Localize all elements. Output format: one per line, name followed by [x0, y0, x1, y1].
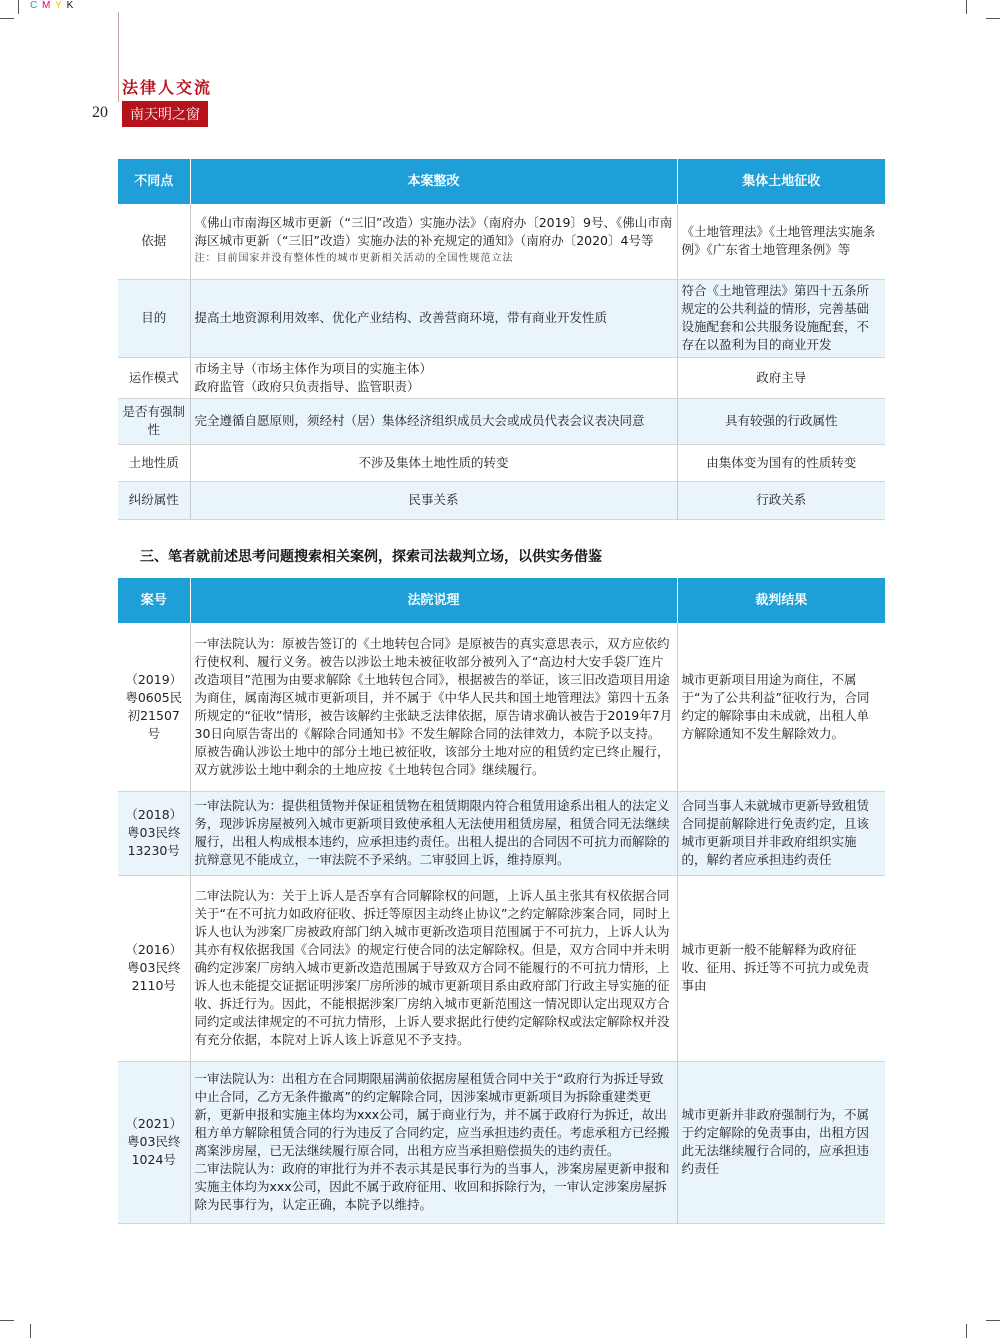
- header-cell: 案号: [118, 578, 190, 623]
- table-header-row: [118, 159, 885, 204]
- crop-mark-tr-h: [986, 18, 1000, 19]
- table-row: [118, 1061, 885, 1223]
- row-cell: 由集体变为国有的性质转变: [677, 444, 885, 481]
- cell-text: 《佛山市南海区城市更新（“三旧”改造）实施办法》（南府办〔2019〕9号、《佛山市南海区城市更新（“三旧”改造）实施办法的补充规定的通知》（南府办〔2020〕4号等: [194, 215, 673, 249]
- table-row: [118, 481, 885, 519]
- cmyk-registration-marks: [30, 0, 74, 11]
- reasoning-cell: 一审法院认为：提供租赁物并保证租赁物在租赁期限内符合租赁用途系出租人的法定义务，现涉诉房屋被列入城市更新项目致使承租人无法使用租赁房屋，租赁合同无法继续履行，出租人构成根本违约，应承担违约责任。出租人提出的合同因不可抗力而解除的抗辩意见不能成立，一审法院不予采纳。二审驳回上诉，维持原判。: [190, 791, 677, 875]
- section-3-heading: 三、笔者就前述思考问题搜索相关案例，探索司法裁判立场，以供实务借鉴: [140, 549, 602, 565]
- row-cell: [190, 204, 677, 279]
- row-cell: 具有较强的行政属性: [677, 398, 885, 444]
- row-cell: 民事关系: [190, 481, 677, 519]
- case-number: （2016）粤03民终2110号: [118, 875, 190, 1061]
- table-row: [118, 623, 885, 791]
- table-row: [118, 444, 885, 481]
- row-cell: [190, 357, 677, 398]
- column-tag: 南天明之窗: [122, 101, 208, 127]
- header-cell: 裁判结果: [677, 578, 885, 623]
- reasoning-cell: [190, 1061, 677, 1223]
- row-cell: 提高土地资源利用效率、优化产业结构、改善营商环境，带有商业开发性质: [190, 279, 677, 357]
- header-cell: 集体土地征收: [677, 159, 885, 204]
- row-cell: 政府主导: [677, 357, 885, 398]
- row-label: 目的: [118, 279, 190, 357]
- crop-mark-tr-v: [966, 0, 967, 14]
- cmyk-c: C: [30, 0, 39, 11]
- row-label: 土地性质: [118, 444, 190, 481]
- crop-mark-bl-h: [0, 1320, 14, 1321]
- comparison-table: [118, 159, 885, 520]
- cell-line: 市场主导（市场主体作为项目的实施主体）: [194, 360, 433, 376]
- header-cell: 不同点: [118, 159, 190, 204]
- cmyk-m: M: [42, 0, 52, 11]
- result-cell: 城市更新一般不能解释为政府征收、征用、拆迁等不可抗力或免责事由: [677, 875, 885, 1061]
- header-divider-line: [118, 12, 119, 102]
- case-number: （2018）粤03民终13230号: [118, 791, 190, 875]
- reasoning-paragraph: 一审法院认为：出租方在合同期限届满前依据房屋租赁合同中关于“政府行为拆迁导致中止合同，乙方无条件撤离”的约定解除合同，因涉案城市更新项目为拆除重建类更新，更新申报和实施主体均为xxx公司，属于商业行为，并不属于政府行为拆迁，故出租方单方解除租赁合同的行为违反了合同约定，应当承担违约责任。考虑承租方已经搬离案涉房屋，已无法继续履行原合同，出租方应当承担赔偿损失的违约责任。: [194, 1071, 670, 1158]
- cell-line: 政府监管（政府只负责指导、监管职责）: [194, 378, 420, 394]
- cmyk-y: Y: [55, 0, 63, 11]
- crop-mark-bl-v: [30, 1324, 31, 1338]
- result-cell: 城市更新项目用途为商住，不属于“为了公共利益”征收行为，合同约定的解除事由未成就，出租人单方解除通知不发生解除效力。: [677, 623, 885, 791]
- row-label: 是否有强制性: [118, 398, 190, 444]
- reasoning-cell: 一审法院认为：原被告签订的《土地转包合同》是原被告的真实意思表示，双方应依约行使权利、履行义务。被告以涉讼土地未被征收部分被列入了“高边村大安手袋厂连片改造项目”范围为由要求解除《土地转包合同》，根据被告的举证，该三旧改造项目用途为商住，属南海区城市更新项目，并不属于《中华人民共和国土地管理法》第四十五条所规定的“征收”情形，被告该解约主张缺乏法律依据，原告请求确认被告于2019年7月30日向原告寄出的《解除合同通知书》不发生解除合同的法律效力，本院予以支持。原被告确认涉讼土地中的部分土地已被征收，该部分土地对应的租赁约定已终止履行，双方就涉讼土地中剩余的土地应按《土地转包合同》继续履行。: [190, 623, 677, 791]
- page-number: 20: [92, 104, 108, 121]
- row-cell: 行政关系: [677, 481, 885, 519]
- row-label: 依据: [118, 204, 190, 279]
- cell-note: 注：目前国家并没有整体性的城市更新相关活动的全国性规范立法: [194, 253, 514, 265]
- table-row: [118, 279, 885, 357]
- crop-mark-tl-h: [0, 18, 14, 19]
- table-row: [118, 357, 885, 398]
- header-cell: 本案整改: [190, 159, 677, 204]
- section-title: 法律人交流: [122, 78, 213, 97]
- header-cell: 法院说理: [190, 578, 677, 623]
- table-header-row: [118, 578, 885, 623]
- crop-mark-br-h: [986, 1320, 1000, 1321]
- result-cell: 城市更新并非政府强制行为，不属于约定解除的免责事由，出租方因此无法继续履行合同的，应承担违约责任: [677, 1061, 885, 1223]
- reasoning-cell: 二审法院认为：关于上诉人是否享有合同解除权的问题，上诉人虽主张其有权依据合同关于“在不可抗力如政府征收、拆迁等原因主动终止协议”之约定解除涉案合同，同时上诉人也认为涉案厂房被政府部门纳入城市更新改造项目范围属于不可抗力，上诉人认为其亦有权依据我国《合同法》的规定行使合同的法定解除权。但是，双方合同中并未明确约定涉案厂房纳入城市更新改造范围属于导致双方合同不能履行的不可抗力情形，上诉人也未能提交证据证明涉案厂房所涉的城市更新项目系由政府部门行政主导实施的征收、拆迁行为。因此，不能根据涉案厂房纳入城市更新范围这一情况即认定出现双方合同约定或法律规定的不可抗力情形，上诉人要求据此行使约定解除权或法定解除权并没有充分依据，本院对上诉人该上诉意见不予支持。: [190, 875, 677, 1061]
- crop-mark-br-v: [966, 1324, 967, 1338]
- table-row: [118, 398, 885, 444]
- table-row: [118, 791, 885, 875]
- case-table: [118, 578, 885, 1224]
- reasoning-paragraph: 二审法院认为：政府的审批行为并不表示其是民事行为的当事人，涉案房屋更新申报和实施主体均为xxx公司，因此不属于政府征用、收回和拆除行为，一审认定涉案房屋拆除为民事行为，认定正确，本院予以维持。: [194, 1161, 670, 1212]
- table-row: [118, 204, 885, 279]
- cmyk-k: K: [66, 0, 75, 11]
- row-cell: 符合《土地管理法》第四十五条所规定的公共利益的情形，完善基础设施配套和公共服务设施配套，不存在以盈利为目的商业开发: [677, 279, 885, 357]
- result-cell: 合同当事人未就城市更新导致租赁合同提前解除进行免责约定，且该城市更新项目并非政府组织实施的，解约者应承担违约责任: [677, 791, 885, 875]
- crop-mark-tl-v: [18, 0, 19, 14]
- case-number: （2021）粤03民终1024号: [118, 1061, 190, 1223]
- row-label: 纠纷属性: [118, 481, 190, 519]
- table-row: [118, 875, 885, 1061]
- row-label: 运作模式: [118, 357, 190, 398]
- row-cell: 完全遵循自愿原则，须经村（居）集体经济组织成员大会或成员代表会议表决同意: [190, 398, 677, 444]
- row-cell: 不涉及集体土地性质的转变: [190, 444, 677, 481]
- case-number: （2019）粤0605民初21507号: [118, 623, 190, 791]
- row-cell: 《土地管理法》《土地管理法实施条例》《广东省土地管理条例》等: [677, 204, 885, 279]
